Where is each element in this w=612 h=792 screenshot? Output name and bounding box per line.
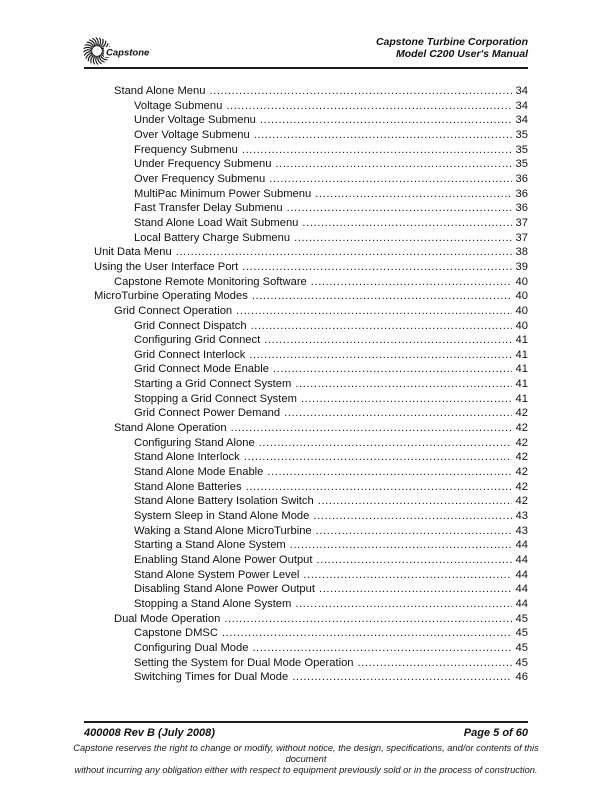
toc-entry[interactable] (94, 406, 528, 421)
toc-dot-leader (176, 245, 512, 260)
toc-entry[interactable] (94, 348, 528, 363)
toc-entry-page: 36 (515, 202, 528, 215)
toc-entry[interactable] (94, 568, 528, 583)
disclaimer-line-1: Capstone reserves the right to change or modify, without notice, the design, specifications, and/or contents of this document (73, 743, 539, 764)
toc-dot-leader (264, 333, 512, 348)
page-number: Page 5 of 60 (463, 727, 528, 739)
toc-entry-page: 36 (515, 187, 528, 200)
header-manual-title: Model C200 User's Manual (395, 47, 528, 60)
toc-entry-page: 40 (515, 275, 528, 288)
toc-entry[interactable] (94, 480, 528, 495)
toc-entry[interactable] (94, 84, 528, 99)
toc-entry-title: Configuring Dual Mode (134, 641, 249, 654)
toc-entry[interactable] (94, 582, 528, 597)
toc-dot-leader (292, 670, 512, 685)
toc-entry-page: 35 (515, 128, 528, 141)
toc-entry[interactable] (94, 524, 528, 539)
logo-wordmark: Capstone (106, 47, 150, 59)
toc-dot-leader (242, 143, 512, 158)
toc-entry-title: Switching Times for Dual Mode (134, 671, 289, 684)
toc-entry[interactable] (94, 377, 528, 392)
toc-entry-page: 44 (515, 539, 528, 552)
toc-entry-title: Stand Alone Operation (114, 422, 227, 435)
toc-entry-title: Configuring Grid Connect (134, 334, 261, 347)
toc-dot-leader (302, 216, 512, 231)
toc-entry[interactable] (94, 157, 528, 172)
toc-entry-page: 34 (515, 85, 528, 97)
toc-entry-title: Local Battery Charge Submenu (134, 231, 291, 244)
toc-entry-title: Grid Connect Power Demand (134, 407, 281, 420)
toc-entry[interactable] (94, 436, 528, 451)
toc-dot-leader (273, 362, 512, 377)
toc-entry[interactable] (94, 275, 528, 290)
toc-entry[interactable] (94, 553, 528, 568)
toc-entry[interactable] (94, 319, 528, 334)
toc-entry[interactable] (94, 216, 528, 231)
toc-entry-title: Configuring Stand Alone (134, 436, 255, 449)
toc-entry-title: Over Frequency Submenu (134, 172, 266, 185)
toc-entry[interactable] (94, 289, 528, 304)
toc-entry-title: Grid Connect Operation (114, 304, 233, 317)
toc-entry-page: 37 (515, 216, 528, 229)
toc-dot-leader (209, 84, 512, 99)
toc-dot-leader (222, 626, 512, 641)
toc-dot-leader (254, 128, 512, 143)
toc-entry-page: 37 (515, 231, 528, 244)
toc-entry-title: Stand Alone Mode Enable (134, 466, 264, 479)
toc-entry-title: Stand Alone Batteries (134, 480, 242, 493)
toc-dot-leader (275, 157, 512, 172)
toc-dot-leader (267, 465, 512, 480)
toc-entry-title: Capstone DMSC (134, 627, 218, 640)
toc-entry-page: 44 (515, 583, 528, 596)
toc-entry-title: Stand Alone Interlock (134, 451, 240, 464)
header-title-block (376, 37, 528, 60)
toc-entry-title: Stand Alone Load Wait Submenu (134, 216, 299, 229)
toc-entry-title: Stand Alone Battery Isolation Switch (134, 495, 314, 508)
toc-entry-page: 41 (515, 348, 528, 361)
toc-entry-title: MicroTurbine Operating Modes (94, 290, 248, 303)
toc-dot-leader (224, 612, 512, 627)
toc-entry-page: 42 (515, 422, 528, 435)
toc-entry[interactable] (94, 362, 528, 377)
toc-entry-page: 41 (515, 392, 528, 405)
toc-entry-title: Under Frequency Submenu (134, 158, 272, 171)
toc-entry-page: 34 (515, 99, 528, 112)
toc-entry[interactable] (94, 392, 528, 407)
toc-entry-page: 45 (515, 627, 528, 640)
toc-dot-leader (311, 275, 512, 290)
toc-entry-title: Stand Alone System Power Level (134, 568, 300, 581)
toc-entry-page: 45 (515, 641, 528, 654)
toc-dot-leader (294, 231, 512, 246)
toc-entry[interactable] (94, 612, 528, 627)
toc-entry-title: Stopping a Grid Connect System (134, 392, 297, 405)
toc-entry[interactable] (94, 128, 528, 143)
toc-entry-page: 42 (515, 480, 528, 493)
disclaimer-line-2: without incurring any obligation either with respect to equipment previously sold or in the process of construction. (74, 765, 538, 775)
toc-entry[interactable] (94, 113, 528, 128)
toc-entry-title: Waking a Stand Alone MicroTurbine (134, 524, 312, 537)
doc-revision: 400008 Rev B (July 2008) (84, 727, 215, 739)
toc-entry-title: Stand Alone Menu (114, 85, 206, 97)
toc-dot-leader (358, 656, 512, 671)
toc-dot-leader (316, 524, 512, 539)
toc-dot-leader (301, 392, 512, 407)
toc-entry-page: 42 (515, 436, 528, 449)
toc-entry[interactable] (94, 187, 528, 202)
toc-entry-page: 43 (515, 510, 528, 523)
toc-entry-title: Setting the System for Dual Mode Operation (134, 656, 354, 669)
toc-dot-leader (317, 553, 512, 568)
toc-dot-leader (246, 480, 512, 495)
toc-entry-title: Starting a Stand Alone System (134, 539, 286, 552)
toc-entry[interactable] (94, 421, 528, 436)
toc-dot-leader (251, 319, 512, 334)
toc-entry[interactable] (94, 494, 528, 509)
toc-entry[interactable] (94, 626, 528, 641)
capstone-logo (80, 32, 170, 70)
toc-entry[interactable] (94, 450, 528, 465)
toc-entry-page: 42 (515, 495, 528, 508)
toc-dot-leader (287, 201, 512, 216)
toc-entry-title: Grid Connect Dispatch (134, 319, 247, 332)
toc-dot-leader (269, 172, 512, 187)
toc-entry-title: Disabling Stand Alone Power Output (134, 583, 315, 596)
toc-entry[interactable] (94, 538, 528, 553)
toc-entry-page: 42 (515, 451, 528, 464)
toc-dot-leader (303, 568, 512, 583)
header-divider (84, 67, 528, 69)
toc-entry-title: Using the User Interface Port (94, 260, 239, 273)
toc-entry-title: Fast Transfer Delay Submenu (134, 202, 283, 215)
toc-entry-page: 41 (515, 378, 528, 391)
toc-entry[interactable] (94, 143, 528, 158)
toc-entry-page: 44 (515, 597, 528, 610)
toc-entry-title: Capstone Remote Monitoring Software (114, 275, 307, 288)
toc-entry-page: 41 (515, 363, 528, 376)
toc-entry-title: MultiPac Minimum Power Submenu (134, 187, 312, 200)
toc-entry[interactable] (94, 260, 528, 275)
toc-entry-page: 36 (515, 172, 528, 185)
toc-entry-page: 44 (515, 554, 528, 566)
toc-dot-leader (290, 538, 512, 553)
toc-dot-leader (319, 582, 512, 597)
toc-dot-leader (252, 289, 512, 304)
toc-dot-leader (252, 641, 512, 656)
toc-dot-leader (313, 509, 512, 524)
toc-list (94, 84, 528, 685)
toc-entry-title: Unit Data Menu (94, 246, 172, 259)
toc-entry-title: Dual Mode Operation (114, 612, 221, 625)
toc-entry[interactable] (94, 172, 528, 187)
toc-dot-leader (284, 406, 512, 421)
toc-entry[interactable] (94, 333, 528, 348)
toc-dot-leader (231, 421, 512, 436)
toc-dot-leader (295, 377, 512, 392)
toc-entry-page: 35 (515, 143, 528, 156)
toc-entry-title: Stopping a Stand Alone System (134, 597, 292, 610)
toc-entry-title: Over Voltage Submenu (134, 128, 250, 141)
toc-dot-leader (318, 494, 512, 509)
toc-entry-page: 40 (515, 304, 528, 317)
toc-entry[interactable] (94, 245, 528, 260)
toc-entry[interactable] (94, 465, 528, 480)
toc-dot-leader (259, 436, 512, 451)
toc-entry[interactable] (94, 99, 528, 114)
toc-entry-title: System Sleep in Stand Alone Mode (134, 510, 310, 523)
toc-entry[interactable] (94, 231, 528, 246)
toc-entry-page: 43 (515, 524, 528, 537)
toc-entry[interactable] (94, 304, 528, 319)
toc-entry-page: 40 (515, 319, 528, 332)
toc-entry-title: Starting a Grid Connect System (134, 378, 292, 391)
toc-entry[interactable] (94, 509, 528, 524)
toc-entry-title: Grid Connect Mode Enable (134, 363, 269, 376)
turbine-swirl-icon (80, 32, 170, 70)
toc-entry-page: 45 (515, 612, 528, 625)
toc-entry-page: 38 (515, 246, 528, 259)
toc-entry-title: Under Voltage Submenu (134, 114, 256, 127)
toc-entry-page: 39 (515, 260, 528, 273)
toc-entry-title: Voltage Submenu (134, 99, 223, 112)
toc-entry-page: 41 (515, 334, 528, 347)
toc-entry-page: 34 (515, 114, 528, 127)
toc-entry-page: 35 (515, 158, 528, 171)
toc-entry[interactable] (94, 641, 528, 656)
header-company: Capstone Turbine Corporation (375, 36, 528, 48)
toc-entry-page: 46 (515, 671, 528, 684)
toc-dot-leader (236, 304, 512, 319)
toc-entry-page: 45 (515, 656, 528, 669)
toc-entry-page: 42 (515, 407, 528, 420)
toc-entry-title: Frequency Submenu (134, 143, 238, 156)
toc-entry-title: Enabling Stand Alone Power Output (134, 554, 313, 566)
toc-dot-leader (244, 450, 512, 465)
toc-entry[interactable] (94, 201, 528, 216)
toc-entry-page: 40 (515, 290, 528, 303)
toc-dot-leader (249, 348, 512, 363)
toc-dot-leader (295, 597, 512, 612)
toc-dot-leader (226, 99, 512, 114)
toc-entry[interactable] (94, 670, 528, 685)
toc-entry[interactable] (94, 656, 528, 671)
toc-entry-page: 42 (515, 466, 528, 479)
disclaimer (64, 743, 548, 776)
toc-entry-page: 44 (515, 568, 528, 581)
toc-dot-leader (315, 187, 512, 202)
footer-divider (84, 721, 528, 723)
toc-dot-leader (260, 113, 512, 128)
toc-entry-title: Grid Connect Interlock (134, 348, 246, 361)
toc-entry[interactable] (94, 597, 528, 612)
toc-dot-leader (242, 260, 512, 275)
